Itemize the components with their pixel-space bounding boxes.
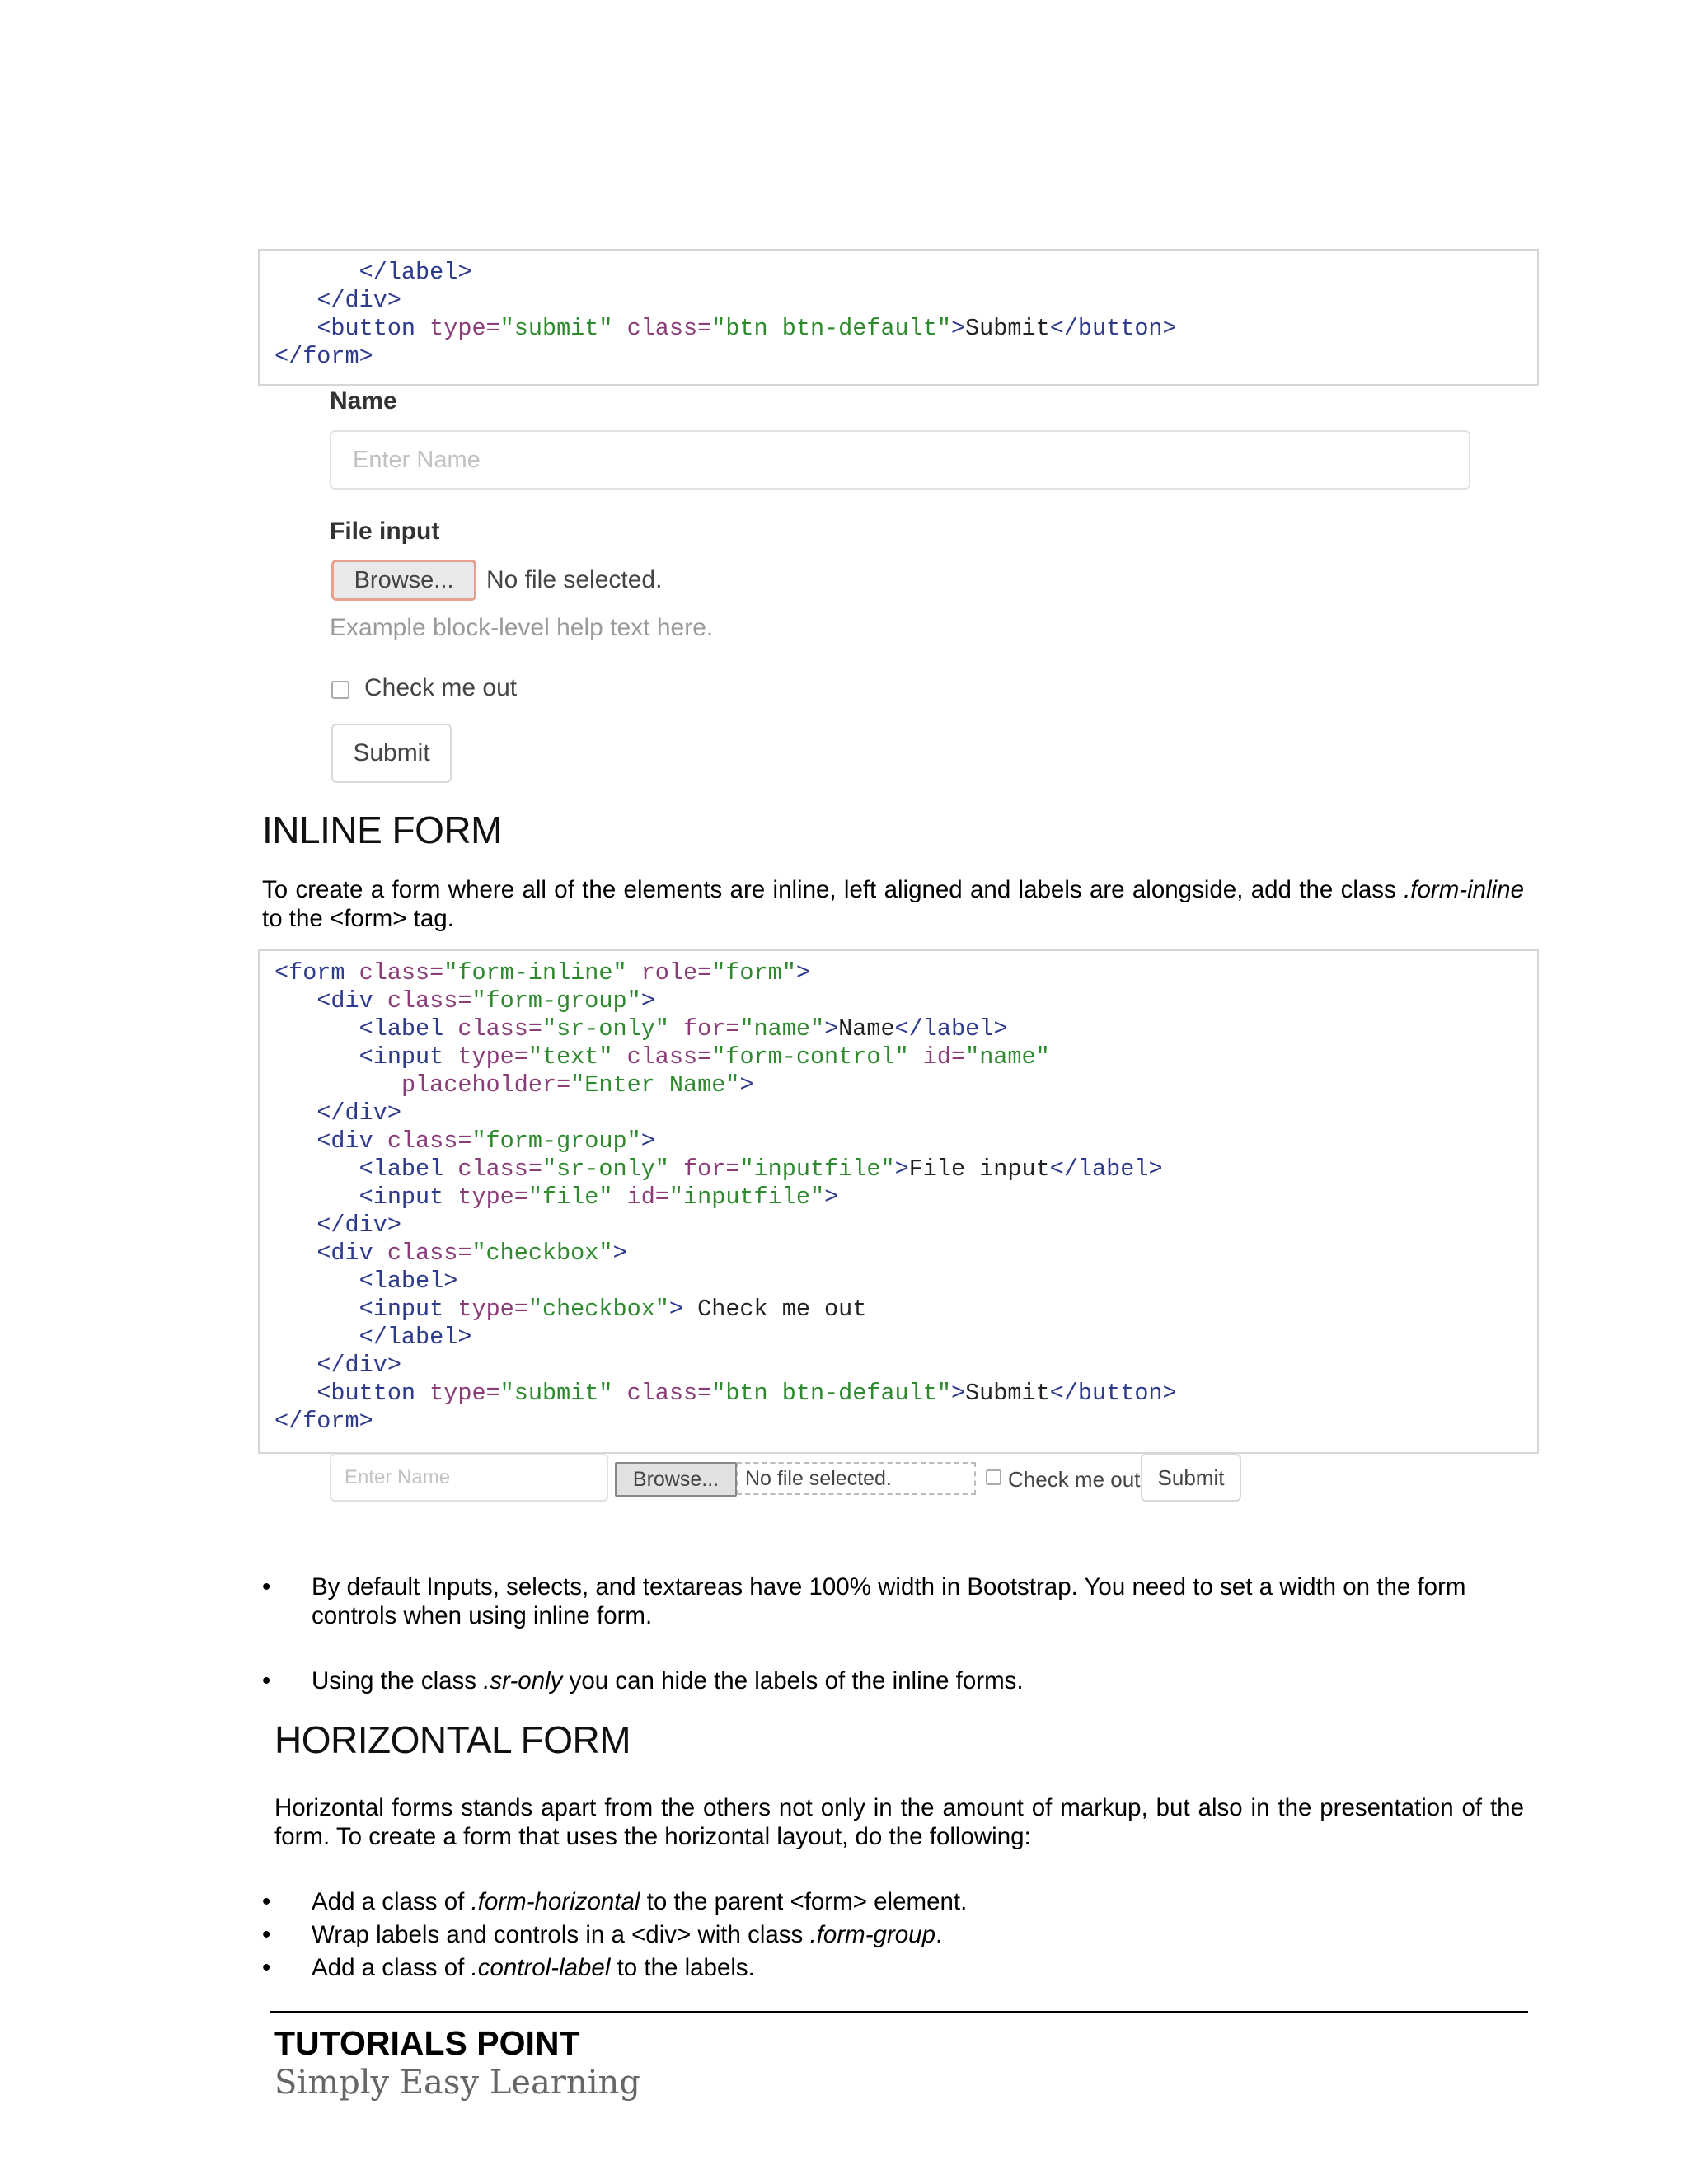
inline-submit-button[interactable]: Submit (1141, 1454, 1241, 1502)
horizontal-form-intro: Horizontal forms stands apart from the others not only in the amount of markup, but also in the presentation of the form. To create a form that uses the horizontal layout, do the following: (274, 1794, 1524, 1850)
code-text: Submit (965, 315, 1050, 342)
checkbox-label: Check me out (364, 674, 518, 701)
help-text: Example block-level help text here. (330, 614, 714, 641)
inline-checkbox-label: Check me out (1008, 1467, 1141, 1492)
submit-button[interactable]: Submit (331, 724, 452, 783)
code-token: > (950, 315, 966, 342)
code-token: <button (316, 315, 430, 342)
horizontal-form-heading: HORIZONTAL FORM (274, 1718, 631, 1761)
code-token: </button> (1049, 315, 1177, 342)
inline-form-intro: To create a form where all of the elements are inline, left aligned and labels are alongside, add the class .form-inline to the <form> tag. (262, 876, 1524, 932)
file-input-label: File input (330, 518, 440, 545)
code-token: type= (429, 315, 500, 342)
code-block-inline-form: <form class="form-inline" role="form"> <div class="form-group"> <label class="sr-only" for="name">Name</label> <input type="text" class="form-control" id="name" placeholder="Enter Name"> </div> <div class="form-group"> <label class="sr-only" for="inputfile">File input</label> <input type="file" id="inputfile"> </div> <div class="checkbox"> <label> <input type="checkbox"> Check me out </label> </div> <button type="submit" class="btn btn-default">Submit</button> </form> (258, 949, 1539, 1454)
browse-button[interactable]: Browse... (331, 560, 476, 601)
code-token: class= (612, 315, 712, 342)
code-token: </div> (316, 287, 401, 314)
bullet-form-horizontal: • Add a class of .form-horizontal to the parent <form> element. (262, 1888, 968, 1915)
name-input[interactable]: Enter Name (330, 430, 1470, 490)
code-token: "btn btn-default" (711, 315, 951, 342)
code-token: </label> (359, 259, 472, 286)
code-token: "submit" (499, 315, 613, 342)
no-file-text: No file selected. (486, 566, 663, 593)
bullet-control-label: • Add a class of .control-label to the labels. (262, 1954, 755, 1981)
inline-name-input[interactable]: Enter Name (330, 1454, 608, 1502)
footer-brand: TUTORIALS POINT (274, 2024, 580, 2062)
inline-browse-button[interactable]: Browse... (615, 1462, 737, 1497)
bullet-inline-width: • By default Inputs, selects, and textareas have 100% width in Bootstrap. You need to set a width on the form controls when using inline form. (262, 1573, 1466, 1629)
footer-rule (270, 2011, 1528, 2013)
code-block-top (258, 249, 1539, 386)
inline-checkbox[interactable] (986, 1469, 1001, 1485)
inline-no-file-text: No file selected. (737, 1462, 976, 1495)
inline-form-heading: INLINE FORM (262, 808, 502, 851)
checkbox[interactable] (331, 681, 349, 699)
bullet-form-group: • Wrap labels and controls in a <div> with class .form-group. (262, 1921, 943, 1948)
name-label: Name (330, 387, 397, 415)
footer-tagline: Simply Easy Learning (274, 2064, 640, 2102)
code-token: </form> (274, 343, 373, 370)
bullet-sr-only: • Using the class .sr-only you can hide the labels of the inline forms. (262, 1667, 1024, 1694)
